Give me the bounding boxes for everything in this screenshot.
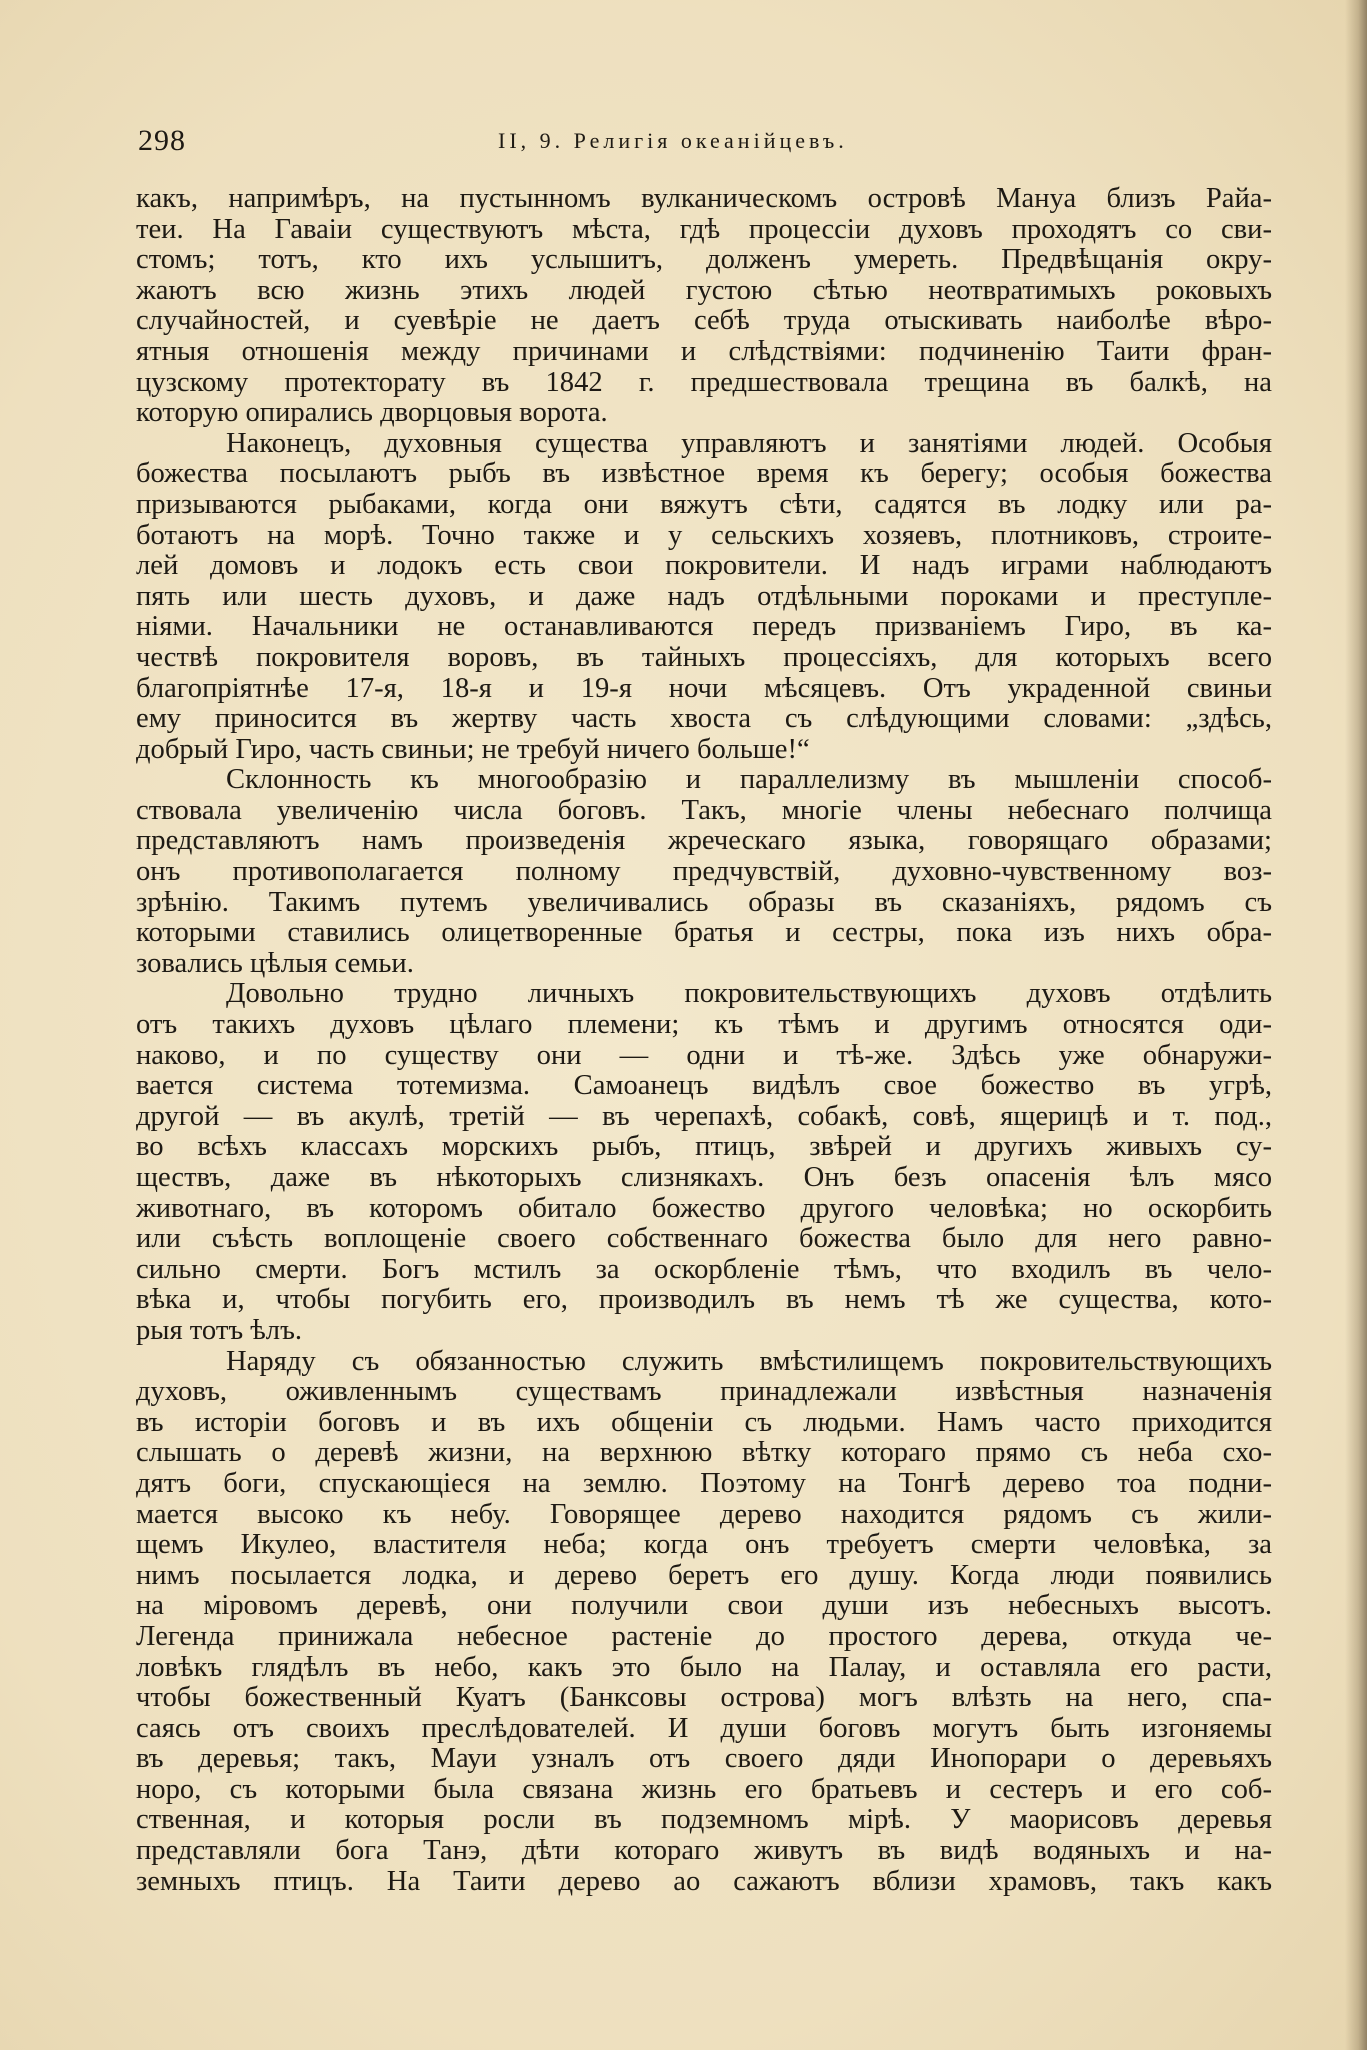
text-line: наково, и по существу они — одни и тѣ-же. Здѣсь уже обнаружи- [136,1039,1272,1071]
text-line: вѣка и, чтобы погубить его, производилъ въ немъ тѣ же существа, кото- [136,1284,1272,1316]
text-line: случайностей, и суевѣріе не даетъ себѣ труда отыскивать наиболѣе вѣро- [136,305,1272,337]
text-line: какъ, напримѣръ, на пустынномъ вулканическомъ островѣ Мануа близъ Райа- [136,183,1272,214]
text-line: теи. На Гаваіи существуютъ мѣста, гдѣ процессіи духовъ проходятъ со сви- [136,213,1272,245]
text-line: чтобы божественный Куатъ (Банксовы острова) могъ влѣзть на него, спа- [136,1682,1272,1714]
text-line: на міровомъ деревѣ, они получили свои души изъ небесныхъ высотъ. [136,1590,1272,1622]
text-line: мается высоко къ небу. Говорящее дерево находится рядомъ съ жили- [136,1498,1272,1530]
text-line: лей домовъ и лодокъ есть свои покровители. И надъ играми наблюдаютъ [136,550,1272,582]
text-line: чествѣ покровителя воровъ, въ тайныхъ процессіяхъ, для которыхъ всего [136,641,1272,673]
text-line: сильно смерти. Богъ мстилъ за оскорбленіе тѣмъ, что входилъ въ чело- [136,1253,1272,1285]
text-line: норо, съ которыми была связана жизнь его братьевъ и сестеръ и его соб- [136,1773,1272,1805]
paragraph-first-line: Довольно трудно личныхъ покровительствующихъ духовъ отдѣлить [226,978,1272,1010]
text-line: нимъ посылается лодка, и дерево беретъ его душу. Когда люди появились [136,1559,1272,1591]
text-line: или съѣсть воплощеніе своего собственнаго божества было для него равно- [136,1223,1272,1255]
text-line: стомъ; тотъ, кто ихъ услышитъ, долженъ умереть. Предвѣщанія окру- [136,244,1272,276]
text-line: онъ противополагается полному предчувствій, духовно-чувственному воз- [136,856,1272,888]
text-line: ятныя отношенія между причинами и слѣдствіями: подчиненію Таити фран- [136,335,1272,367]
text-line: зовались цѣлыя семьи. [136,947,414,979]
text-line: щемъ Икулео, властителя неба; когда онъ требуетъ смерти человѣка, за [136,1529,1272,1561]
page-header [138,124,1268,164]
text-line: вается система тотемизма. Самоанецъ видѣлъ свое божество въ угрѣ, [136,1070,1272,1102]
text-line: животнаго, въ которомъ обитало божество другого человѣка; но оскорбить [136,1192,1272,1224]
text-line: ственная, и которыя росли въ подземномъ мірѣ. У маорисовъ деревья [136,1804,1272,1836]
text-line: ствовала увеличенію числа боговъ. Такъ, многіе члены небеснаго полчища [136,794,1272,826]
text-line: которую опирались дворцовыя ворота. [136,397,608,429]
text-line: ществъ, даже въ нѣкоторыхъ слизнякахъ. Онъ безъ опасенія ѣлъ мясо [136,1162,1272,1193]
text-line: пять или шесть духовъ, и даже надъ отдѣльными пороками и преступле- [136,580,1272,612]
page-gutter-shadow [1345,0,1367,2050]
running-head: II, 9. Религія океанійцевъ. [498,128,848,153]
text-line: рыя тотъ ѣлъ. [136,1314,303,1346]
text-line: представляютъ намъ произведенія жреческаго языка, говорящаго образами; [136,825,1272,857]
text-line: отъ такихъ духовъ цѣлаго племени; къ тѣмъ и другимъ относятся оди- [136,1009,1272,1041]
text-line: ловѣкъ глядѣлъ въ небо, какъ это было на Палау, и оставляла его расти, [136,1651,1272,1683]
text-line: во всѣхъ классахъ морскихъ рыбъ, птицъ, звѣрей и другихъ живыхъ су- [136,1131,1272,1163]
text-line: слышать о деревѣ жизни, на верхнюю вѣтку котораго прямо съ неба схо- [136,1437,1272,1469]
text-line: въ деревья; такъ, Мауи узналъ отъ своего дяди Инопорари о деревьяхъ [136,1743,1272,1775]
text-line: которыми ставились олицетворенные братья и сестры, пока изъ нихъ обра- [136,917,1272,949]
text-line: духовъ, оживленнымъ существамъ принадлежали извѣстныя назначенія [136,1376,1272,1408]
text-line: въ исторіи боговъ и въ ихъ общеніи съ людьми. Намъ часто приходится [136,1406,1272,1438]
text-line: призываются рыбаками, когда они вяжутъ сѣти, садятся въ лодку или ра- [136,488,1272,520]
text-line: другой — въ акулѣ, третій — въ черепахѣ, собакѣ, совѣ, ящерицѣ и т. под., [136,1100,1272,1132]
text-line: цузскому протекторату въ 1842 г. предшествовала трещина въ балкѣ, на [136,366,1272,398]
text-line: жаютъ всю жизнь этихъ людей густою сѣтью неотвратимыхъ роковыхъ [136,274,1272,306]
text-line: ботаютъ на морѣ. Точно также и у сельскихъ хозяевъ, плотниковъ, строите- [136,519,1272,551]
paragraph-first-line: Наряду съ обязанностью служить вмѣстилищемъ покровительствующихъ [226,1345,1272,1377]
text-line: зрѣнію. Такимъ путемъ увеличивались образы въ сказаніяхъ, рядомъ съ [136,886,1272,918]
body-text [136,184,1272,1897]
text-line: саясь отъ своихъ преслѣдователей. И души боговъ могутъ быть изгоняемы [136,1712,1272,1744]
text-line: Легенда принижала небесное растеніе до простого дерева, откуда че- [136,1620,1272,1652]
page-number: 298 [138,124,186,157]
text-line: ему приносится въ жертву часть хвоста съ слѣдующими словами: „здѣсь, [136,703,1272,735]
text-line: благопріятнѣе 17-я, 18-я и 19-я ночи мѣсяцевъ. Отъ украденной свиньи [136,672,1272,704]
text-line: дятъ боги, спускающіеся на землю. Поэтому на Тонгѣ дерево тоа подни- [136,1467,1272,1499]
text-line: божества посылаютъ рыбъ въ извѣстное время къ берегу; особыя божества [136,458,1272,490]
text-line: ніями. Начальники не останавливаются передъ призваніемъ Гиро, въ ка- [136,611,1272,643]
text-line: представляли бога Танэ, дѣти котораго живутъ въ видѣ водяныхъ и на- [136,1835,1272,1867]
text-line: добрый Гиро, часть свиньи; не требуй ничего больше!“ [136,733,810,765]
text-line: земныхъ птицъ. На Таити дерево ао сажаютъ вблизи храмовъ, такъ какъ [136,1865,1272,1897]
paragraph-first-line: Наконецъ, духовныя существа управляютъ и занятіями людей. Особыя [226,427,1272,459]
paragraph-first-line: Склонность къ многообразію и параллелизму въ мышленіи способ- [226,764,1272,796]
